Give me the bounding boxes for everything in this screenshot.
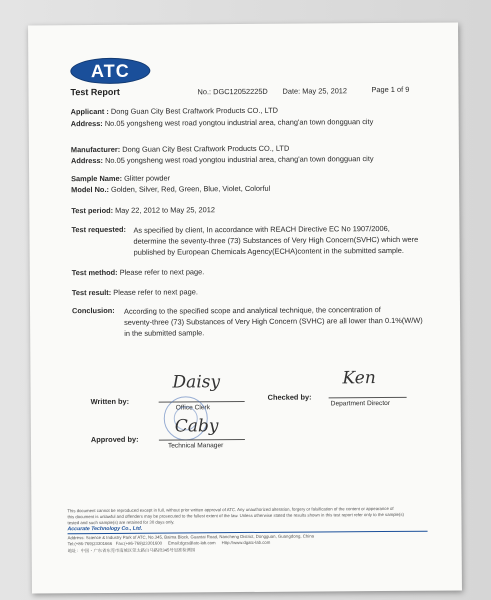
footer-disclaimer-line: This document cannot be reproduced except in full, without prior written approval of ATC. Any unauthorized alteration, forgery or falsification of the content or appearance of [67,505,394,514]
applicant-row [71,106,278,116]
applicant-address-label: Address: [70,118,103,129]
conclusion-text [124,304,423,339]
approved-signature: Caby [174,416,219,437]
sample-name-label: Sample Name: [71,173,123,184]
footer-disclaimer-line: tested and such sample(s) are retained for 30 days only. [67,519,175,526]
manufacturer-address-row [71,154,374,165]
manufacturer-address-label: Address: [70,155,104,166]
manufacturer-row [71,144,289,155]
manufacturer-label: Manufacturer: [70,144,121,155]
applicant-value: Dong Guan City Best Craftwork Products CO., LTD [110,105,278,116]
test-method-row [72,267,205,277]
footer-disclaimer-line: this document is unlawful and offenders may be prosecuted to the fullest extent of the law. Unless otherwise stated the results shown in this test report refer only to the sample(s) [67,511,404,520]
footer-contacts [68,540,271,546]
checked-by-label: Checked by: [267,392,312,402]
checked-role: Department Director [330,399,391,408]
report-date [282,86,347,95]
written-signature: Daisy [172,372,221,393]
test-period-row [71,205,215,215]
conclusion-label: Conclusion: [71,305,115,316]
test-period-value: May 22, 2012 to May 25, 2012 [115,205,216,215]
approved-by-label: Approved by: [90,434,139,445]
test-period-label: Test period: [71,205,114,216]
sample-name-value: Glitter powder [124,173,171,183]
manufacturer-value: Dong Guan City Best Craftwork Products CO., LTD [122,143,290,154]
conclusion-line: in the submitted sample. [124,328,205,338]
footer-website: Http://www.dgatc-lab.com [221,539,271,546]
manufacturer-address-value: No.05 yongsheng west road yongtou industrial area, chang'an town dongguan city [105,154,374,165]
checked-signature: Ken [342,368,376,389]
approved-signature-line [159,439,245,441]
model-row [71,184,270,194]
test-requested-line: As specified by client, In accordance with REACH Directive EC No 1907/2006, [133,223,390,235]
test-result-value: Please refer to next page. [113,287,198,297]
conclusion-line: seventy-three (73) Substances of Very High Concern (SVHC) are all lower than 0.1%(W/W) [124,315,423,327]
report-number-label: No.: [197,87,212,97]
approved-role: Technical Manager [167,442,224,450]
footer-email: Email:dgcs@atc-lab.com [167,540,216,546]
test-requested-text [133,223,418,258]
report-date-label: Date: [282,86,301,96]
applicant-address-row [71,117,374,128]
sample-name-row [71,174,170,184]
conclusion-line: According to the specified scope and analytical technique, the concentration of [123,305,381,316]
checked-signature-line [329,397,407,399]
footer-address: Address: Science & Industry Park of ATC, No.345, Baima Block, Guantai Road, Nancheng District, Dongguan, Guangdong, China [67,533,315,541]
test-requested-line: published by European Chemicals Agency(ECHA)content in the submitted sample. [133,245,404,257]
footer-company: Accurate Technology Co., Ltd. [67,525,143,533]
written-by-label: Written by: [90,396,130,407]
test-requested-line: determine the seventy-three (73) Substances of Very High Concern(SVHC) which were [133,234,419,246]
logo-text: ATC [90,60,130,81]
report-title: Test Report [70,86,120,98]
test-method-value: Please refer to next page. [119,267,205,277]
test-result-row [72,287,198,297]
footer-tel: Tel:(+86-769)23301666 [67,540,113,547]
footer-fax: Fax:(+86-769)23301600 [115,540,163,546]
model-value: Golden, Silver, Red, Green, Blue, Violet, Colorful [110,183,271,194]
test-method-label: Test method: [71,267,118,278]
footer-address-cn: 地址：中国・广东省东莞市南城区莞太路白马路段345号冠准检测园 [67,547,196,554]
report-number [197,87,267,96]
test-report-page [28,23,462,594]
written-role: Office Clerk [175,404,211,412]
model-label: Model No.: [71,184,109,195]
applicant-address-value: No.05 yongsheng west road yongtou industrial area, chang'an town dongguan city [104,117,374,128]
report-date-value: May 25, 2012 [302,86,348,96]
report-number-value: DGC12052225D [213,86,268,97]
test-requested-label: Test requested: [71,224,126,235]
atc-logo [70,58,150,85]
test-result-label: Test result: [71,287,112,298]
applicant-label: Applicant : [70,106,109,117]
page-indicator: Page 1 of 9 [371,84,410,95]
